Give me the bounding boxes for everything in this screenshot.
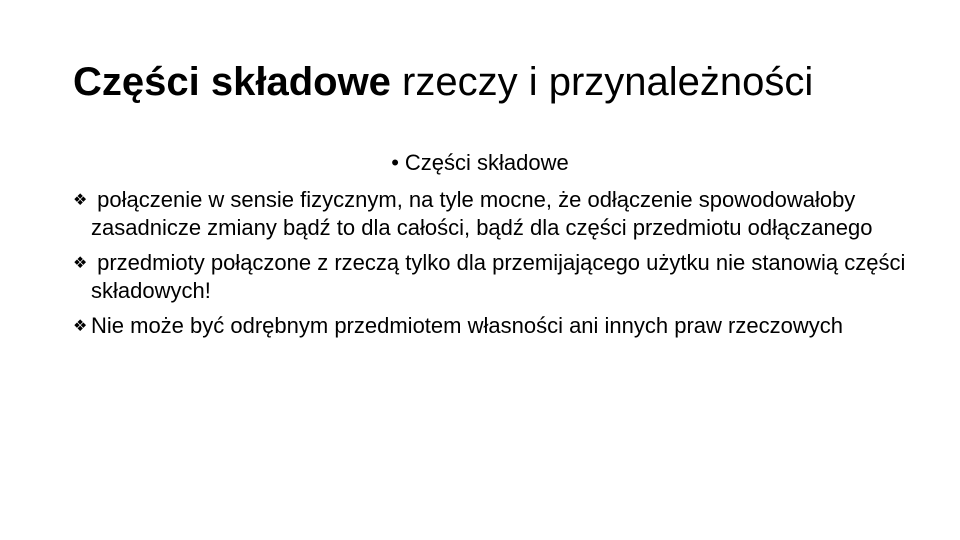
diamond-bullet-icon: ❖ bbox=[73, 318, 88, 335]
list-item-text: Nie może być odrębnym przedmiotem własności ani innych praw rzeczowych bbox=[91, 313, 843, 338]
slide-title bbox=[73, 54, 933, 110]
section-heading-text: Części składowe bbox=[404, 150, 569, 175]
bullet-dot-icon: • bbox=[391, 150, 399, 175]
slide-title-rest: rzeczy i przynależności bbox=[390, 60, 814, 104]
section-heading bbox=[0, 149, 960, 177]
list-item bbox=[73, 186, 913, 241]
diamond-bullet-icon: ❖ bbox=[73, 255, 88, 272]
list-item bbox=[73, 249, 913, 304]
list-item-text: połączenie w sensie fizycznym, na tyle mocne, że odłączenie spowodowałoby zasadnicze zmiany bądź to dla całości, bądź dla części przedmiotu odłączanego bbox=[91, 187, 873, 240]
bullet-list bbox=[73, 186, 913, 348]
slide-title-bold: Części składowe bbox=[73, 60, 391, 104]
list-item bbox=[73, 312, 913, 340]
diamond-bullet-icon: ❖ bbox=[73, 192, 88, 209]
list-item-text: przedmioty połączone z rzeczą tylko dla przemijającego użytku nie stanowią części składowych! bbox=[91, 250, 906, 303]
